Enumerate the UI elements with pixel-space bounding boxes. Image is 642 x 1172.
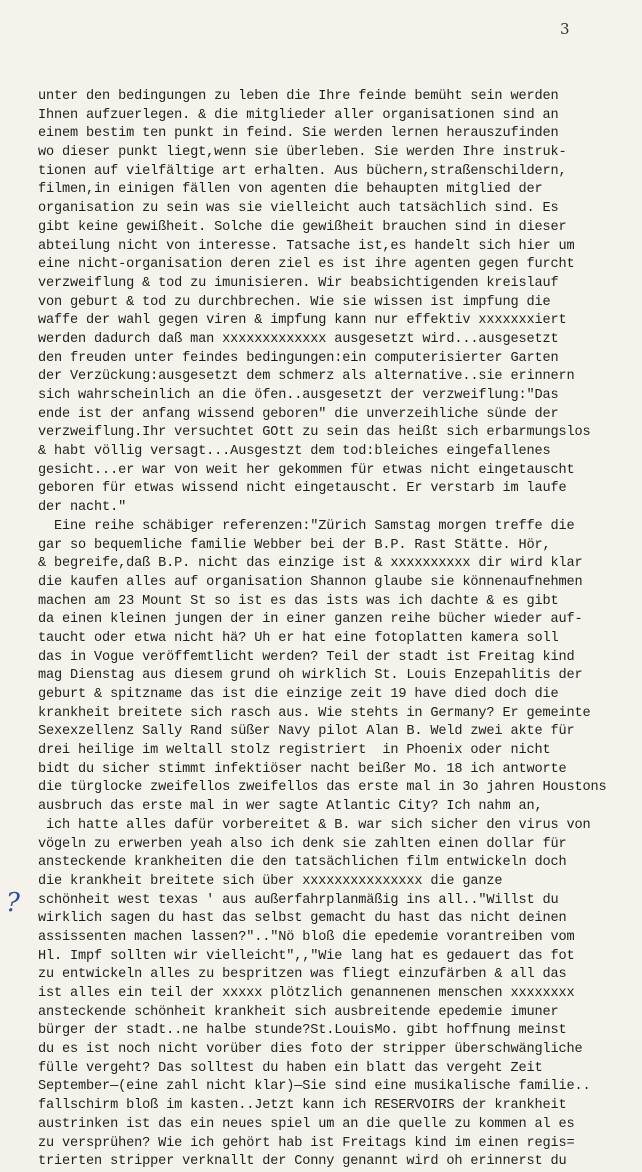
text-line: drei heilige im weltall stolz registriert in Phoenix oder nicht	[38, 743, 551, 759]
text-line: Eine reihe schäbiger referenzen:"Zürich Samstag morgen treffe die	[38, 518, 575, 534]
text-line: Hl. Impf sollten wir vielleicht",,"Wie lang hat es gedauert das fot	[38, 948, 575, 964]
text-line: das in Vogue veröffemtlicht werden? Teil der stadt ist Freitag kind	[38, 649, 575, 665]
text-line: mag Dienstag aus diesem grund oh wirklich St. Louis Enzepahlitis der	[38, 668, 583, 684]
text-line: die krankheit breitete sich über xxxxxxxxxxxxxxx die ganze	[38, 873, 503, 889]
text-line: ausbruch das erste mal in wer sagte Atlantic City? Ich nahm an,	[38, 799, 543, 815]
text-line: unter den bedingungen zu leben die Ihre feinde bemüht sein werden	[38, 89, 559, 104]
text-line: bidt du sicher stimmt infektiöser nacht beißer Mo. 18 ich antworte	[38, 761, 567, 777]
text-line: wo dieser punkt liegt,wenn sie überleben. Sie werden Ihre instruk-	[38, 145, 567, 161]
text-line: bürger der stadt..ne halbe stunde?St.LouisMo. gibt hoffnung meinst	[38, 1023, 567, 1039]
text-line: organisation zu sein was sie vielleicht auch tatsächlich sind. Es	[38, 201, 559, 217]
text-line: da einen kleinen jungen der in einer ganzen reihe bücher wieder auf-	[38, 612, 583, 628]
text-line: verzweiflung.Ihr versuchtet GOtt zu sein das heißt sich erbarmungslos	[38, 425, 591, 441]
text-line: September—(eine zahl nicht klar)—Sie sind eine musikalische familie..	[38, 1079, 591, 1095]
text-line: machen am 23 Mount St so ist es das ists was ich dachte & es gibt	[38, 593, 559, 609]
text-line: & begreife,daß B.P. nicht das einzige ist & xxxxxxxxxx dir wird klar	[38, 556, 583, 572]
text-line: eine nicht-organisation deren ziel es ist ihre agenten gegen furcht	[38, 257, 575, 273]
text-line: von geburt & tod zu durchbrechen. Wie sie wissen ist impfung die	[38, 294, 551, 310]
text-line: du es ist noch nicht vorüber dies foto der stripper überschwängliche	[38, 1042, 583, 1058]
text-line: fallschirm bloß im kasten..Jetzt kann ich RESERVOIRS der krankheit	[38, 1098, 567, 1114]
text-line: verzweiflung & tod zu imunisieren. Wir beabsichtigenden kreislauf	[38, 275, 559, 291]
text-line: filmen,in einigen fällen von agenten die behaupten mitglied der	[38, 182, 543, 198]
text-line: gibt keine gewißheit. Solche die gewißheit brauchen sind in dieser	[38, 219, 567, 235]
text-line: gar so bequemliche familie Webber bei der B.P. Rast Stätte. Hör,	[38, 537, 551, 553]
text-line: zu versprühen? Wie ich gehört hab ist Freitags kind im einen regis=	[38, 1135, 575, 1151]
text-line: austrinken ist das ein neues spiel um an die quelle zu kommen al es	[38, 1116, 575, 1132]
text-line: die türglocke zweifellos zweifellos das erste mal in 3o jahren Houstons	[38, 780, 607, 796]
text-line: ansteckende krankheiten die den tatsächlichen film entwickeln doch	[38, 855, 567, 871]
text-line: schönheit west texas ' aus außerfahrplanmäßig ins all.."Willst du	[38, 892, 559, 908]
text-line: der Verzückung:ausgesetzt dem schmerz als alternative..sie erinnern	[38, 369, 575, 385]
text-line: waffe der wahl gegen viren & impfung kann nur effektiv xxxxxxxiert	[38, 313, 567, 329]
text-line: sich wahrscheinlich an die öfen..ausgesetzt der verzweiflung:"Das	[38, 388, 559, 403]
text-line: die kaufen alles auf organisation Shannon glaube sie könnenaufnehmen	[38, 574, 583, 590]
text-line: wirklich sagen du hast das selbst gemacht du hast das nicht deinen	[38, 911, 567, 927]
text-line: geboren für etwas wissend nicht eingetauscht. Er verstarb im laufe	[38, 481, 567, 497]
text-line: zu entwickeln alles zu bespritzen was fliegt einzufärben & all das	[38, 967, 567, 983]
text-line: ist alles ein teil der xxxxx plötzlich genannenen menschen xxxxxxxx	[38, 986, 575, 1001]
text-line: abteilung nicht von interesse. Tatsache ist,es handelt sich hier um	[38, 238, 575, 254]
text-line: ende ist der anfang wissend geboren" die unverzeihliche sünde der	[38, 406, 559, 422]
text-line: Ihnen aufzuerlegen. & die mitglieder aller organisationen sind an	[38, 107, 559, 123]
text-line: krankheit breitete sich rasch aus. Wie stehts in Germany? Er gemeinte	[38, 705, 591, 721]
text-line: tionen auf vielfältige art erhalten. Aus büchern,straßenschildern,	[38, 163, 567, 179]
text-line: ich hatte alles dafür vorbereitet & B. war sich sicher den virus von	[38, 817, 591, 833]
text-line: taucht oder etwa nicht hä? Uh er hat eine fotoplatten kamera soll	[38, 630, 559, 646]
text-line: einem bestim ten punkt in feind. Sie werden lernen herauszufinden	[38, 126, 559, 142]
text-line: der nacht."	[38, 500, 127, 516]
text-line: assissenten machen lassen?".."Nö bloß die epedemie vorantreiben vom	[38, 929, 575, 945]
text-line: werden dadurch daß man xxxxxxxxxxxxx ausgesetzt wird...ausgesetzt	[38, 331, 559, 347]
text-line: & habt völlig versagt...Ausgestzt dem tod:bleiches eingefallenes	[38, 444, 551, 460]
text-line: vögeln zu erwerben yeah also ich denk sie zahlten einen dollar für	[38, 836, 567, 852]
handwritten-margin-mark: ?	[6, 888, 20, 918]
text-line: den freuden unter feindes bedingungen:ein computerisierter Garten	[38, 350, 559, 366]
text-line: trierten stripper verknallt der Conny genannt wird oh erinnerst du	[38, 1154, 567, 1170]
text-line: Sexexzellenz Sally Rand süßer Navy pilot Alan B. Weld zwei akte für	[38, 724, 575, 740]
text-line: fülle vergeht? Das solltest du haben ein blatt das vergeht Zeit	[38, 1060, 543, 1076]
text-line: ansteckende schönheit krankheit sich ausbreitende epedemie imuner	[38, 1004, 559, 1020]
text-line: geburt & spitzname das ist die einzige zeit 19 have died doch die	[38, 687, 559, 702]
page-number: 3	[560, 20, 570, 38]
typescript-body	[38, 88, 618, 1172]
text-line: gesicht...er war von weit her gekommen für etwas nicht eingetauscht	[38, 462, 575, 478]
